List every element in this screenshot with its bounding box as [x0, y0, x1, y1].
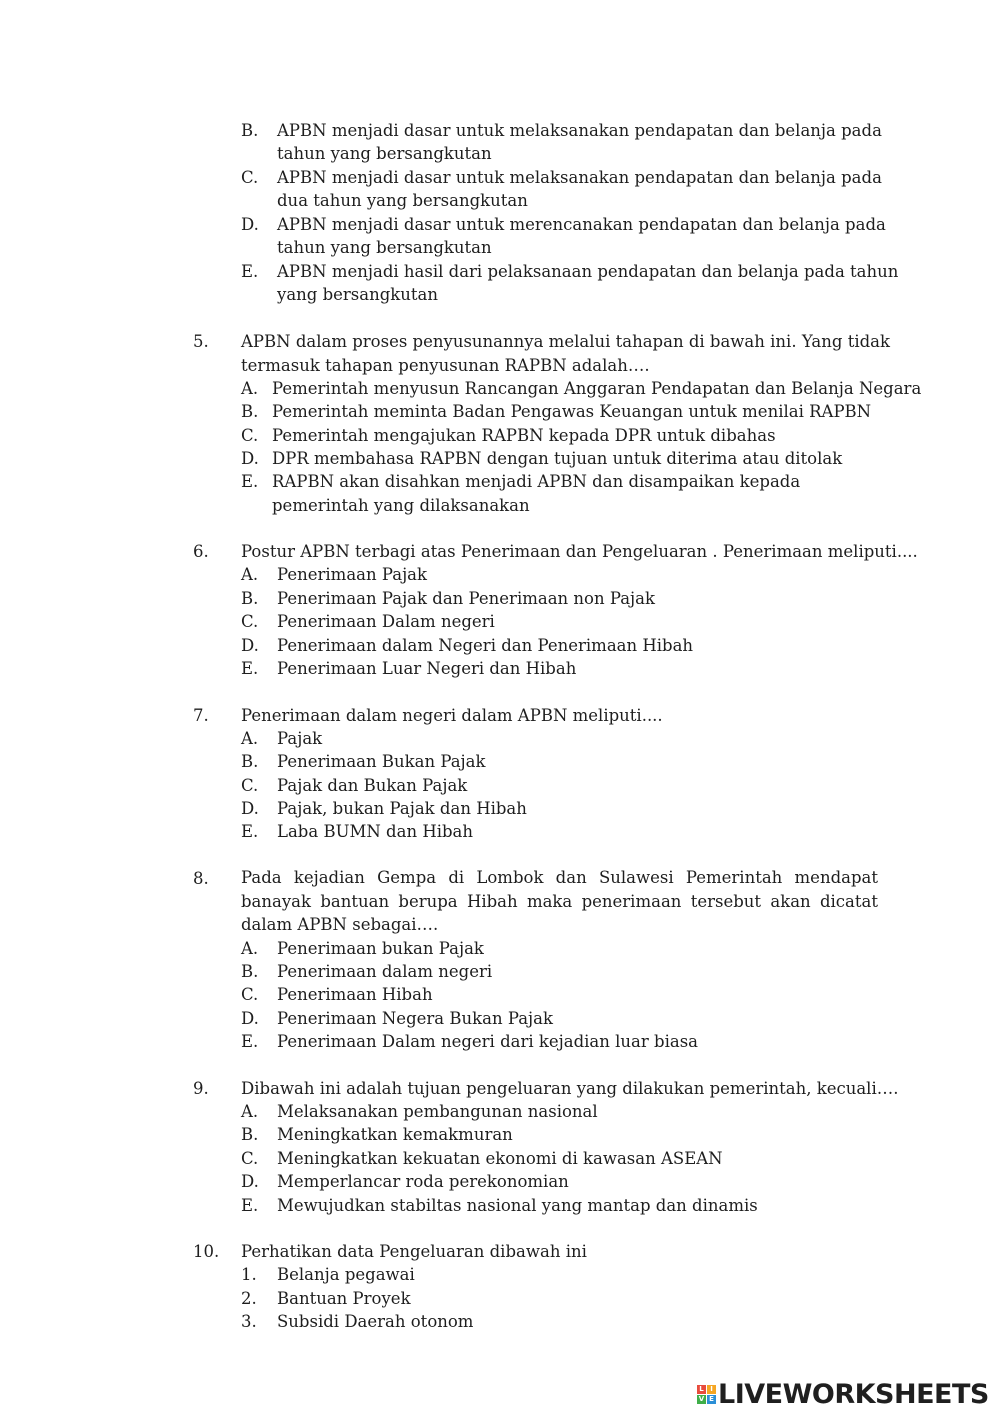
q8-number: 8. [193, 869, 209, 888]
q4-option-c-line1: APBN menjadi dasar untuk melaksanakan pendapatan dan belanja pada [277, 168, 882, 187]
q6-question: Postur APBN terbagi atas Penerimaan dan Pengeluaran . Penerimaan meliputi.... [241, 542, 918, 561]
q4-option-b-letter: B. [241, 121, 259, 140]
q5-option-a-letter: A. [241, 379, 259, 398]
q7-option-e-letter: E. [241, 822, 259, 841]
logo-mark-i: I [707, 1385, 716, 1394]
q6-option-d-letter: D. [241, 636, 259, 655]
q9-option-e-letter: E. [241, 1196, 259, 1215]
q6-option-e: Penerimaan Luar Negeri dan Hibah [277, 659, 577, 678]
q5-option-e-line1: RAPBN akan disahkan menjadi APBN dan disampaikan kepada [272, 472, 801, 491]
q9-option-d: Memperlancar roda perekonomian [277, 1172, 569, 1191]
q7-option-d: Pajak, bukan Pajak dan Hibah [277, 799, 527, 818]
q4-option-c-line2: dua tahun yang bersangkutan [277, 191, 528, 210]
q5-option-b: Pemerintah meminta Badan Pengawas Keuangan untuk menilai RAPBN [272, 402, 872, 421]
q5-option-c: Pemerintah mengajukan RAPBN kepada DPR untuk dibahas [272, 426, 776, 445]
logo-mark-v: V [698, 1394, 705, 1403]
q6-option-b: Penerimaan Pajak dan Penerimaan non Pajak [277, 589, 655, 608]
q6-number: 6. [193, 542, 209, 561]
q7-option-a-letter: A. [241, 729, 259, 748]
q5-option-a: Pemerintah menyusun Rancangan Anggaran Pendapatan dan Belanja Negara [272, 379, 922, 398]
q6-option-a: Penerimaan Pajak [277, 565, 428, 584]
q7-option-c-letter: C. [241, 776, 259, 795]
q9-option-a: Melaksanakan pembangunan nasional [277, 1102, 598, 1121]
q8-option-b-letter: B. [241, 962, 259, 981]
q7-option-d-letter: D. [241, 799, 259, 818]
q5-option-c-letter: C. [241, 426, 259, 445]
q4-option-e-letter: E. [241, 262, 259, 281]
q6-option-a-letter: A. [241, 565, 259, 584]
q8-option-b: Penerimaan dalam negeri [277, 962, 493, 981]
q8-option-e: Penerimaan Dalam negeri dari kejadian luar biasa [277, 1032, 698, 1051]
q5-number: 5. [193, 332, 209, 351]
q10-item-2: Bantuan Proyek [277, 1289, 411, 1308]
q4-option-d-letter: D. [241, 215, 259, 234]
q10-question: Perhatikan data Pengeluaran dibawah ini [241, 1242, 587, 1261]
q10-item-1: Belanja pegawai [277, 1265, 415, 1284]
q9-option-d-letter: D. [241, 1172, 259, 1191]
q8-question: Pada kejadian Gempa di Lombok dan Sulawesi Pemerintah mendapat banayak bantuan berupa Hibah maka penerimaan tersebut akan dicatat dalam APBN sebagai…. [241, 868, 878, 934]
q8-option-d-letter: D. [241, 1009, 259, 1028]
q10-item-2-number: 2. [241, 1289, 257, 1308]
q9-option-b: Meningkatkan kemakmuran [277, 1125, 513, 1144]
logo-mark-l: L [697, 1385, 706, 1394]
q6-option-c-letter: C. [241, 612, 259, 631]
q7-number: 7. [193, 706, 209, 725]
q7-option-c: Pajak dan Bukan Pajak [277, 776, 468, 795]
q10-item-1-number: 1. [241, 1265, 257, 1284]
q7-option-e: Laba BUMN dan Hibah [277, 822, 474, 841]
logo-mark-e: E [707, 1395, 716, 1404]
q5-question-line2: termasuk tahapan penyusunan RAPBN adalah…. [241, 356, 650, 375]
q5-question-line1: APBN dalam proses penyusunannya melalui tahapan di bawah ini. Yang tidak [241, 332, 891, 351]
q8-option-a-letter: A. [241, 939, 259, 958]
q9-option-c-letter: C. [241, 1149, 259, 1168]
q7-option-b-letter: B. [241, 752, 259, 771]
q8-option-d: Penerimaan Negera Bukan Pajak [277, 1009, 553, 1028]
liveworksheets-logo-icon [697, 1385, 716, 1404]
q4-option-e-line1: APBN menjadi hasil dari pelaksanaan pendapatan dan belanja pada tahun [277, 262, 899, 281]
q9-number: 9. [193, 1079, 209, 1098]
q5-option-d: DPR membahasa RAPBN dengan tujuan untuk diterima atau ditolak [272, 449, 843, 468]
q5-option-b-letter: B. [241, 402, 259, 421]
q6-option-e-letter: E. [241, 659, 259, 678]
q6-option-b-letter: B. [241, 589, 259, 608]
liveworksheets-logo [697, 1378, 989, 1410]
q7-question: Penerimaan dalam negeri dalam APBN meliputi.... [241, 706, 663, 725]
q5-option-e-letter: E. [241, 472, 259, 491]
q10-number: 10. [193, 1242, 220, 1261]
q9-question: Dibawah ini adalah tujuan pengeluaran yang dilakukan pemerintah, kecuali…. [241, 1079, 899, 1098]
q4-option-c-letter: C. [241, 168, 259, 187]
q9-option-a-letter: A. [241, 1102, 259, 1121]
q9-option-c: Meningkatkan kekuatan ekonomi di kawasan ASEAN [277, 1149, 723, 1168]
liveworksheets-logo-text: LIVEWORKSHEETS [718, 1378, 989, 1410]
q4-option-d-line2: tahun yang bersangkutan [277, 238, 492, 257]
q4-option-d-line1: APBN menjadi dasar untuk merencanakan pendapatan dan belanja pada [277, 215, 886, 234]
q4-option-e-line2: yang bersangkutan [277, 285, 439, 304]
q7-option-b: Penerimaan Bukan Pajak [277, 752, 486, 771]
q6-option-c: Penerimaan Dalam negeri [277, 612, 495, 631]
q5-option-e-line2: pemerintah yang dilaksanakan [272, 496, 530, 515]
q10-item-3: Subsidi Daerah otonom [277, 1312, 474, 1331]
q5-option-d-letter: D. [241, 449, 259, 468]
q6-option-d: Penerimaan dalam Negeri dan Penerimaan Hibah [277, 636, 694, 655]
q8-option-c: Penerimaan Hibah [277, 985, 433, 1004]
q8-option-a: Penerimaan bukan Pajak [277, 939, 484, 958]
q8-option-c-letter: C. [241, 985, 259, 1004]
q8-option-e-letter: E. [241, 1032, 259, 1051]
q4-option-b-line2: tahun yang bersangkutan [277, 144, 492, 163]
q10-item-3-number: 3. [241, 1312, 257, 1331]
q9-option-e: Mewujudkan stabiltas nasional yang mantap dan dinamis [277, 1196, 758, 1215]
q7-option-a: Pajak [277, 729, 323, 748]
q4-option-b-line1: APBN menjadi dasar untuk melaksanakan pendapatan dan belanja pada [277, 121, 882, 140]
q9-option-b-letter: B. [241, 1125, 259, 1144]
